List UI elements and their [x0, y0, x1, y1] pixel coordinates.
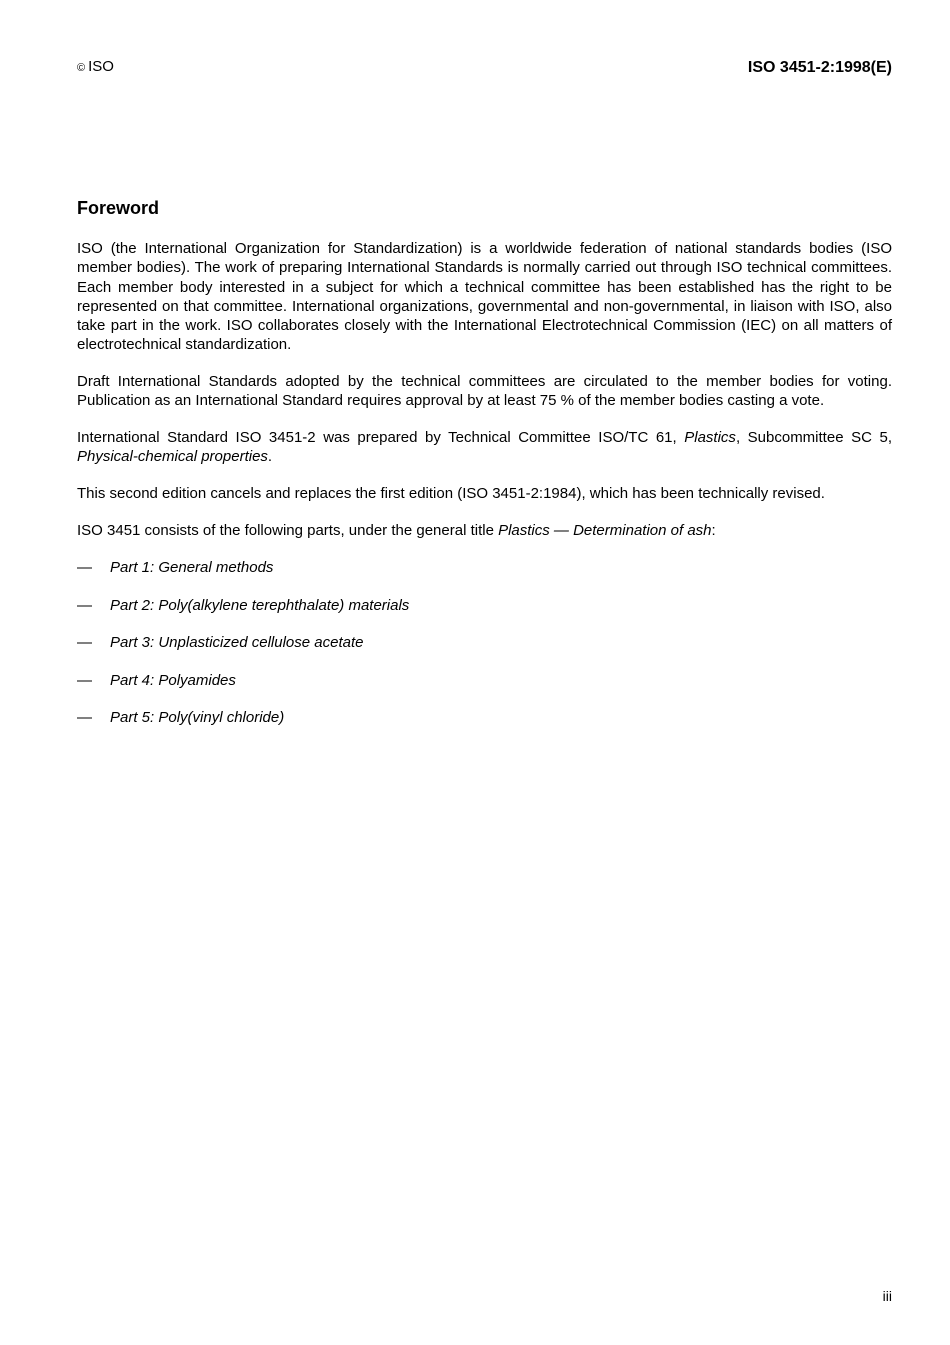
- subcommittee-name: Physical-chemical properties: [77, 448, 268, 466]
- paragraph-edition-note: This second edition cancels and replaces the first edition (ISO 3451-2:1984), which has been technically revised.: [77, 485, 825, 502]
- copyright-notice: [77, 58, 114, 77]
- page-title: Foreword: [77, 198, 160, 218]
- copyright-owner: ISO: [88, 58, 114, 75]
- document-id: ISO 3451-2:1998(E): [747, 59, 892, 76]
- part-title: Part 1: General methods: [110, 559, 274, 576]
- paragraph-parts-intro: [77, 521, 892, 540]
- list-dash: —: [77, 559, 92, 576]
- part-title: Part 2: Poly(alkylene terephthalate) materials: [110, 596, 410, 614]
- list-dash: —: [77, 709, 92, 726]
- committee-name: Plastics: [684, 429, 736, 446]
- prepared-by-lead: International Standard ISO 3451-2 was prepared by Technical Committee ISO/TC 61,: [77, 429, 685, 446]
- general-title: Plastics — Determination of ash: [498, 522, 712, 539]
- prepared-by-end: .: [267, 448, 273, 466]
- list-dash: —: [77, 634, 92, 651]
- part-title: Part 5: Poly(vinyl chloride): [110, 709, 285, 726]
- part-title: Part 3: Unplasticized cellulose acetate: [110, 634, 364, 651]
- copyright-symbol: ©: [77, 62, 86, 74]
- part-title: Part 4: Polyamides: [110, 671, 236, 689]
- list-dash: —: [77, 671, 92, 689]
- page-number: iii: [882, 1288, 892, 1304]
- paragraph-draft-standards: Draft International Standards adopted by the technical committees are circulated to the member bodies for voting. Publication as an International Standard requires approval by at least 75 % of the member bodies casting a vote.: [77, 373, 892, 410]
- prepared-by-middle: , Subcommittee SC 5,: [735, 429, 892, 446]
- parts-intro-lead: ISO 3451 consists of the following parts, under the general title: [77, 522, 499, 539]
- paragraph-prepared-by: [77, 428, 892, 467]
- list-dash: —: [77, 596, 92, 614]
- paragraph-iso-intro: ISO (the International Organization for Standardization) is a worldwide federation of national standards bodies (ISO member bodies). The work of preparing International Standards is normally carried out through ISO technical committees. Each member body interested in a subject for which a technical committee has been established has the right to be represented on that committee. International organizations, governmental and non-governmental, in liaison with ISO, also take part in the work. ISO collaborates closely with the International Electrotechnical Commission (IEC) on all matters of electrotechnical standardization.: [77, 240, 892, 354]
- parts-intro-end: :: [711, 522, 716, 539]
